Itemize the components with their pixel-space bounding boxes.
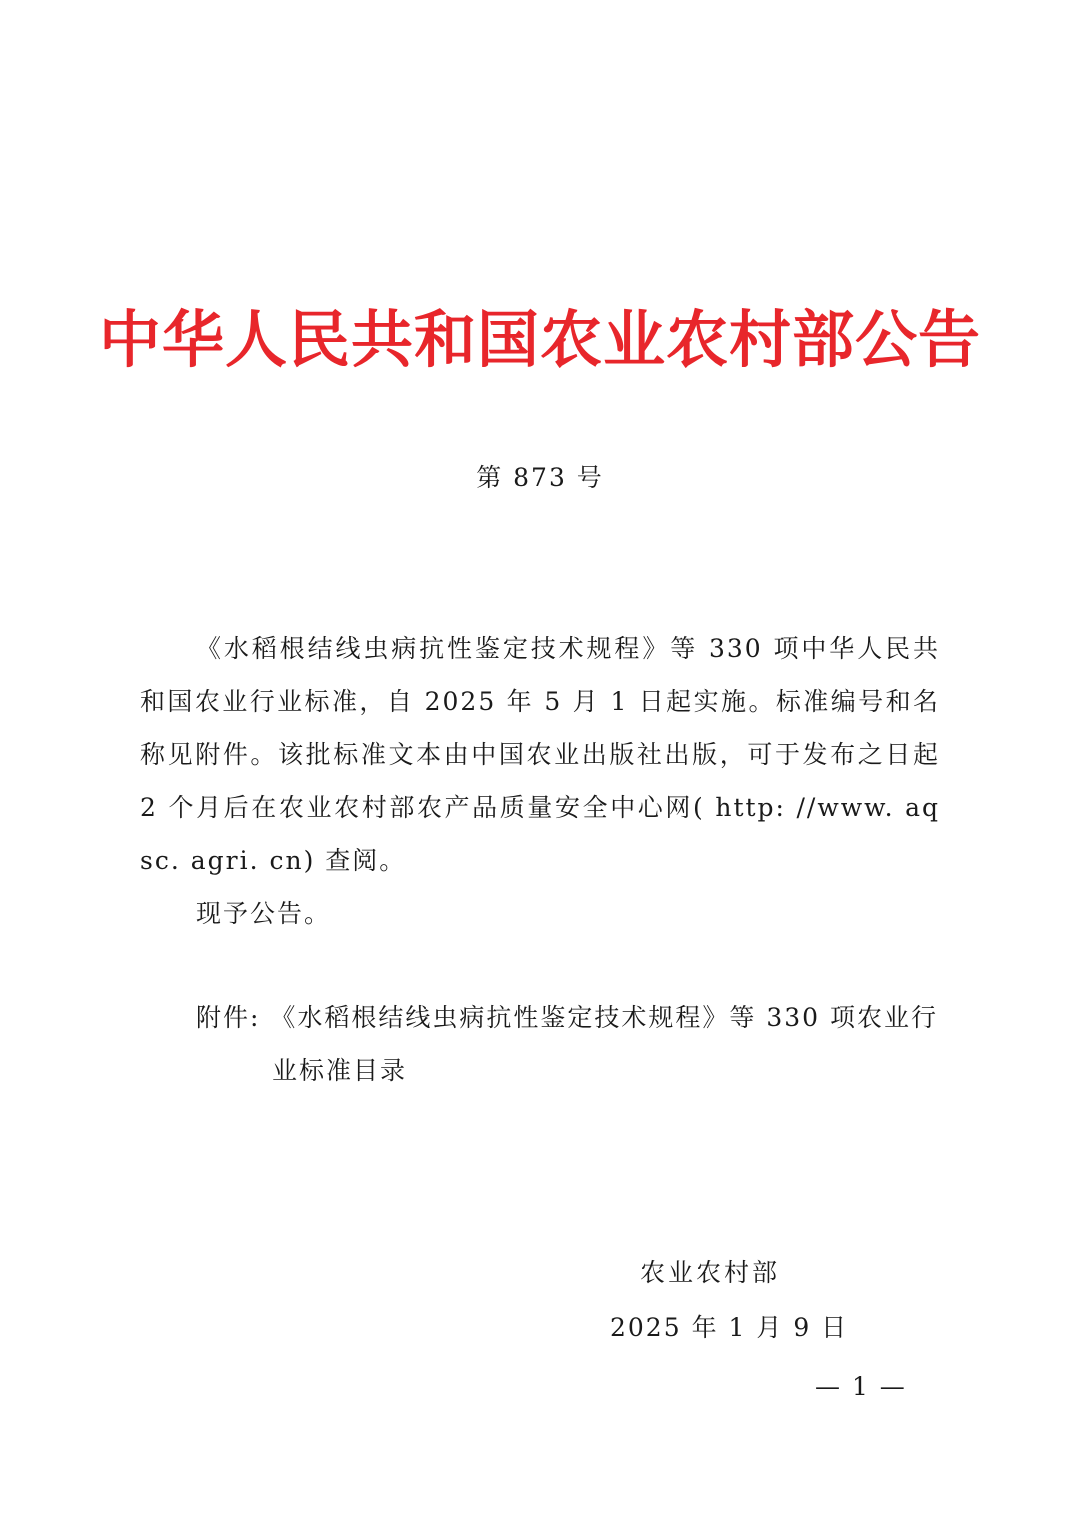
attachment: [196, 991, 940, 1097]
document-number: 第 873 号: [476, 463, 604, 492]
attachment-title: 《水稻根结线虫病抗性鉴定技术规程》等 330 项农业行业标准目录: [270, 1003, 938, 1085]
body-text: [140, 622, 940, 887]
attachment-line: [196, 991, 940, 1097]
attachment-label: 附件:: [196, 1003, 271, 1032]
issue-date: 2025 年 1 月 9 日: [610, 1313, 849, 1342]
body-paragraph: 《水稻根结线虫病抗性鉴定技术规程》等 330 项中华人民共和国农业行业标准，自 2025 年 5 月 1 日起实施。标准编号和名称见附件。该批标准文本由中国农业出版社出版，可于发布之日起 2 个月后在农业农村部农产品质量安全中心网( http: //www. aqsc. agri. cn) 查阅。: [140, 634, 940, 875]
page-number: — 1 —: [815, 1372, 907, 1401]
issuing-authority: 农业农村部: [640, 1258, 781, 1287]
announcement-title: 中华人民共和国农业农村部公告: [98, 303, 981, 376]
announce-line: 现予公告。: [196, 899, 332, 928]
